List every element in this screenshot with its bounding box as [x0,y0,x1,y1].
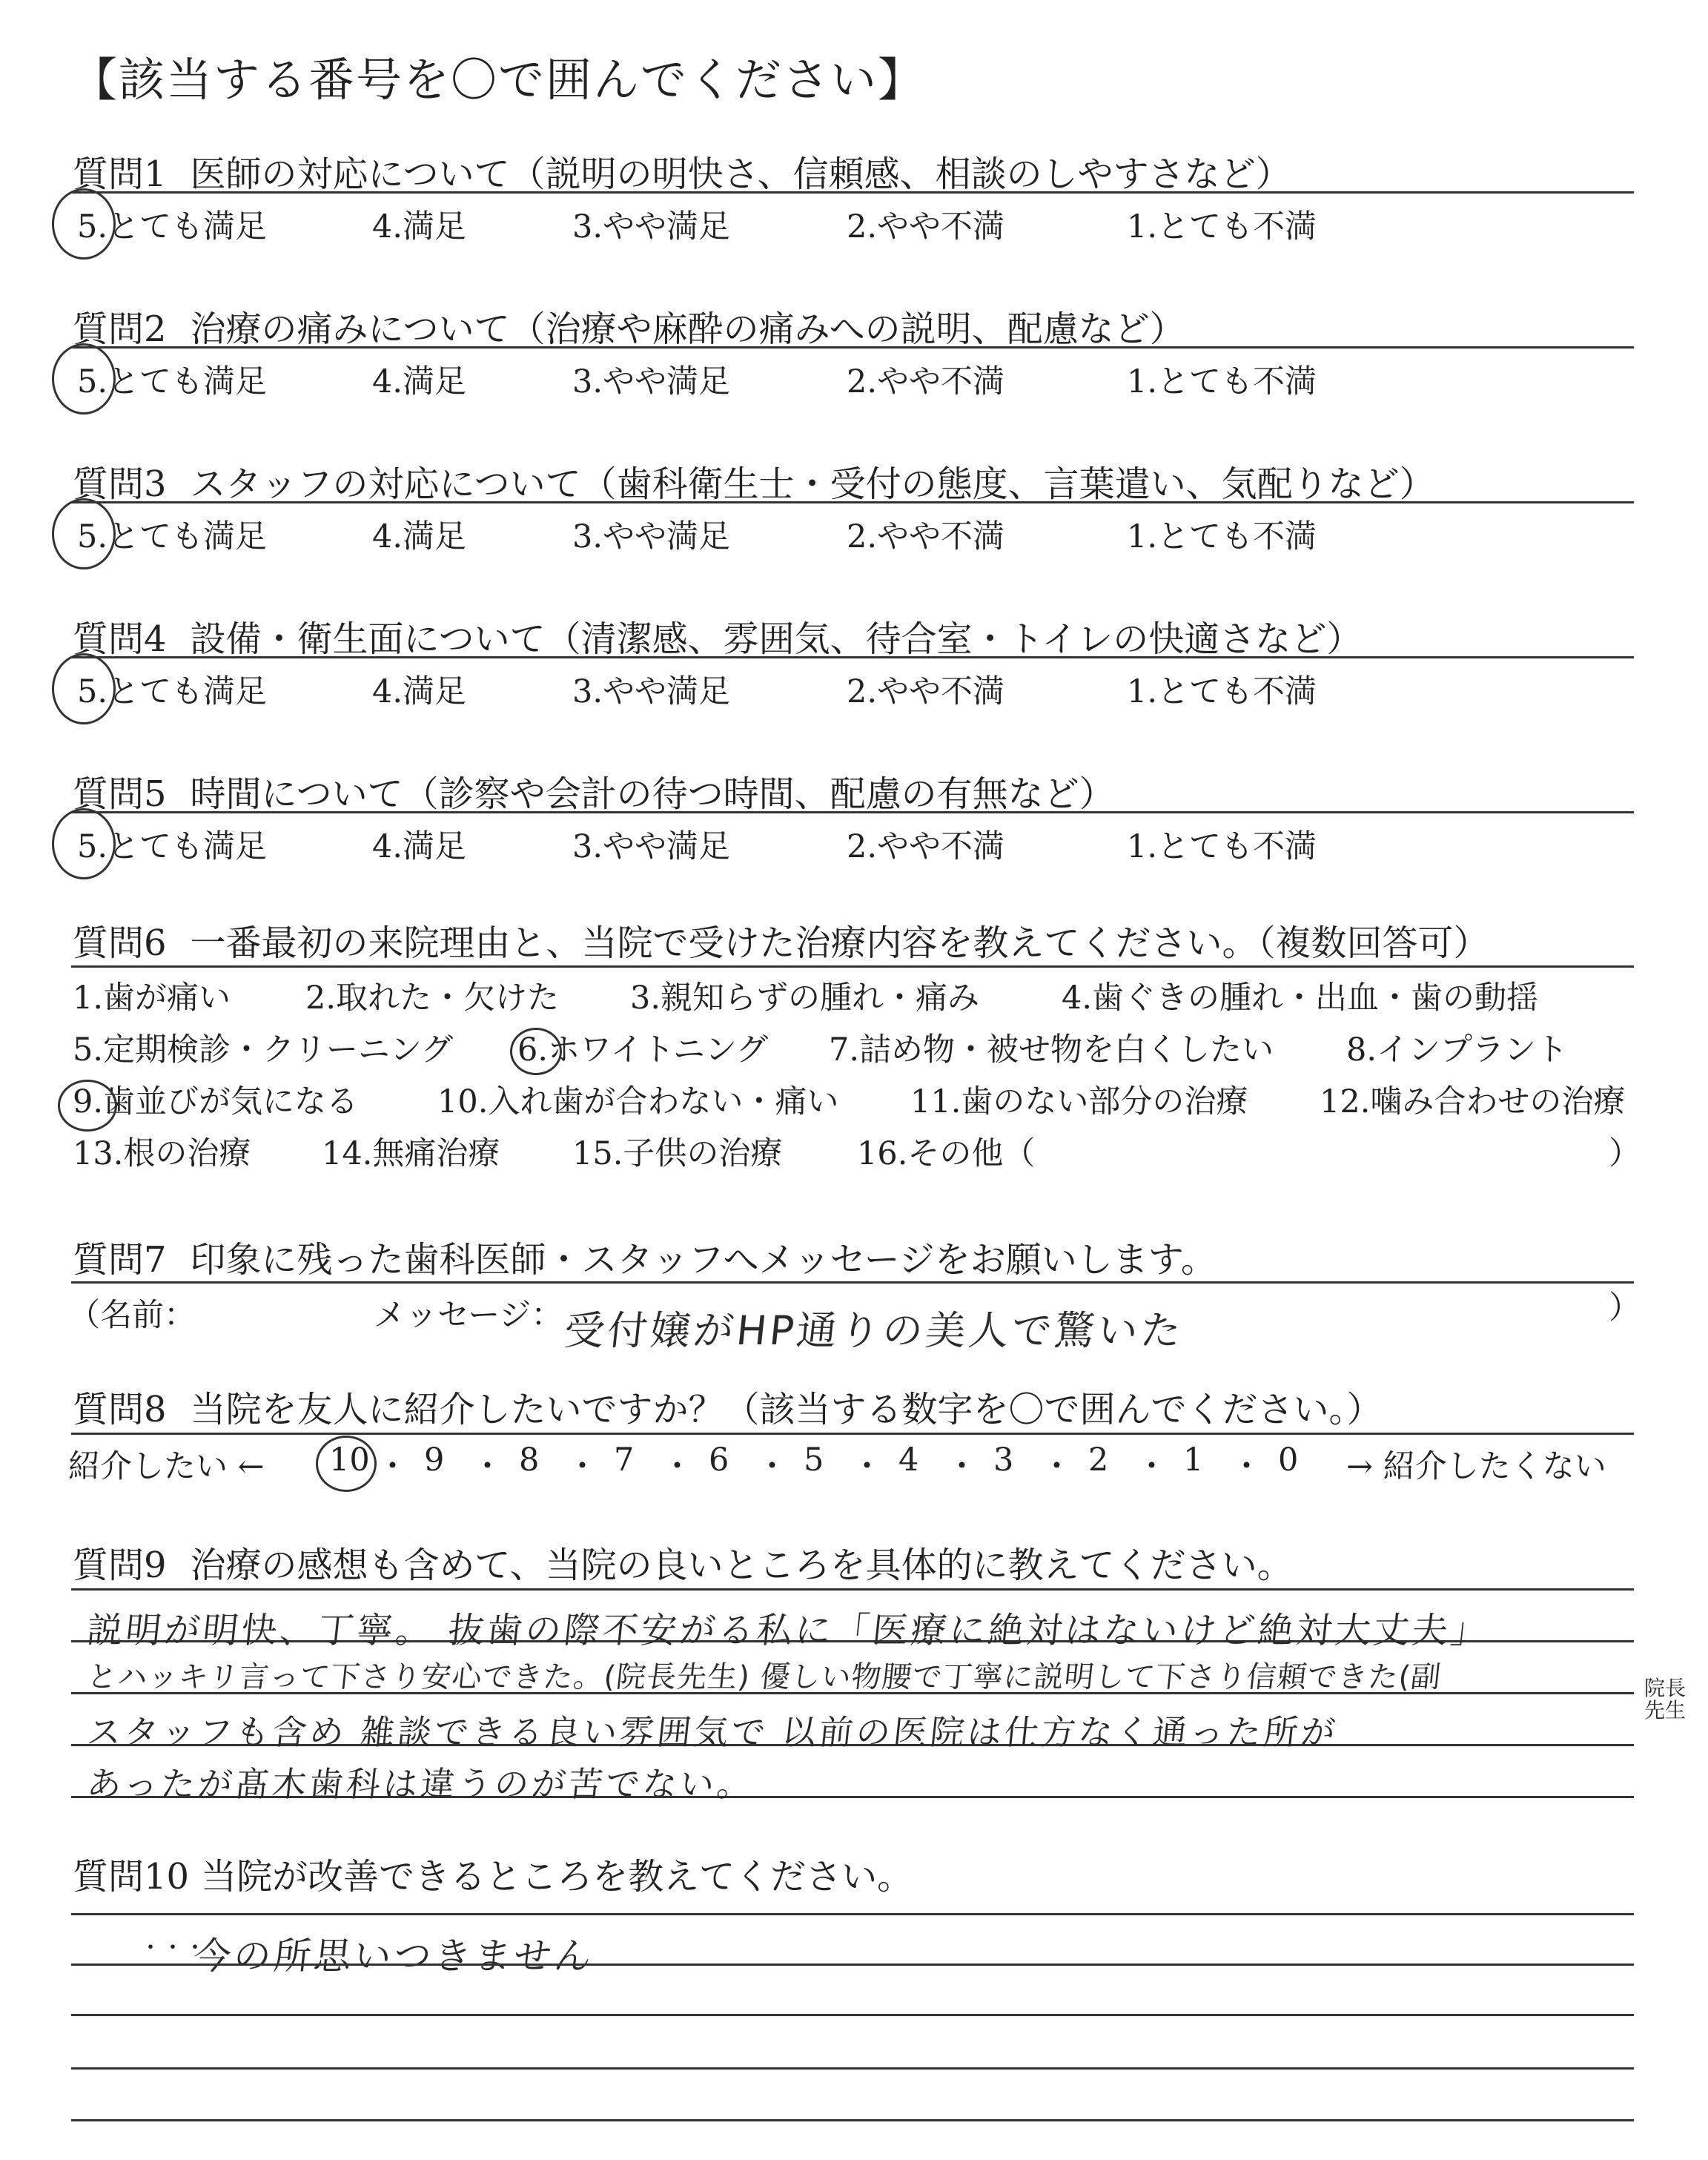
q7-message-label: メッセージ： [374,1297,563,1334]
q9-margin-note: 院長先生 [1644,1676,1687,1723]
q10-dots: ・・・ [139,1935,206,1961]
q8-rule [71,1433,1634,1435]
q6-option[interactable]: 15.子供の治療 [572,1135,783,1172]
q2-option-5[interactable]: 5.とても満足 [77,363,268,400]
q5-heading [73,765,1115,816]
q5-option-5[interactable]: 5.とても満足 [77,828,268,865]
q4-option-1[interactable]: 1.とても不満 [1127,673,1317,710]
q3-heading [73,455,1435,506]
q8-heading [73,1381,1383,1432]
q8-scale-value[interactable]: 5 [804,1441,824,1479]
q2-option-1[interactable]: 1.とても不満 [1127,363,1317,400]
q2-rule [71,346,1634,349]
q1-label: 質問1 [73,153,167,195]
q7-name-label: （名前： [68,1297,196,1334]
q6-option[interactable]: 4.歯ぐきの腫れ・出血・歯の動揺 [1062,980,1539,1017]
q9-handwritten-line: スタッフも含め 雑談できる良い雰囲気で 以前の医院は仕方なく通った所が [85,1712,1340,1752]
q8-scale-separator: ・ [1041,1448,1073,1485]
q5-option-4[interactable]: 4.満足 [372,828,467,865]
q8-scale-value[interactable]: 0 [1278,1441,1299,1479]
q9-handwritten-line: 説明が明快、丁寧。 抜歯の際不安がる私に「医療に絶対はないけど絶対大丈夫」 [85,1610,1492,1651]
q4-text: 設備・衛生面について（清潔感、雰囲気、待合室・トイレの快適さなど） [190,618,1363,660]
q1-text: 医師の対応について（説明の明快さ、信頼感、相談のしやすさなど） [190,153,1291,195]
q9-handwritten-line: とハッキリ言って下さり安心できた。(院長先生) 優しい物腰で丁寧に説明して下さり信頼できた(副 [85,1660,1443,1694]
q7-label: 質問7 [73,1239,167,1281]
q10-text: 当院が改善できるところを教えてください。 [201,1856,913,1898]
q6-option[interactable]: 6.ホワイトニング [517,1031,769,1069]
q5-label: 質問5 [73,773,167,815]
q10-handwritten-answer: 今の所思いつきません [191,1935,597,1978]
q9-heading [73,1536,1293,1588]
q5-rule [71,811,1634,813]
q6-selection-circle-6 [510,1028,562,1075]
q3-option-3[interactable]: 3.やや満足 [572,518,731,555]
q4-option-2[interactable]: 2.やや不満 [847,673,1005,710]
q9-rule [71,1588,1634,1591]
q4-option-4[interactable]: 4.満足 [372,673,467,710]
q5-option-2[interactable]: 2.やや不満 [847,828,1005,865]
q9-handwritten-line: あったが髙木歯科は違うのが苦でない。 [85,1764,757,1804]
q2-heading [73,300,1185,351]
q7-close-paren: ） [1609,1289,1641,1327]
q9-label: 質問9 [73,1545,167,1586]
q10-rule [71,2119,1634,2121]
q2-option-4[interactable]: 4.満足 [372,363,467,400]
q8-label: 質問8 [73,1389,167,1430]
q2-option-3[interactable]: 3.やや満足 [572,363,731,400]
q8-scale-separator: ・ [756,1448,788,1485]
q4-label: 質問4 [73,618,167,660]
survey-title: 【該当する番号を〇で囲んでください】 [71,53,926,107]
q2-label: 質問2 [73,308,167,350]
q7-text: 印象に残った歯科医師・スタッフへメッセージをお願いします。 [190,1239,1217,1281]
q5-option-3[interactable]: 3.やや満足 [572,828,731,865]
q4-option-5[interactable]: 5.とても満足 [77,673,268,710]
q6-rule [71,965,1634,968]
q6-text: 一番最初の来院理由と、当院で受けた治療内容を教えてください。（複数回答可） [190,922,1489,964]
q6-option[interactable]: 2.取れた・欠けた [305,980,560,1017]
q2-text: 治療の痛みについて（治療や麻酔の痛みへの説明、配慮など） [190,308,1185,350]
q10-heading [73,1848,913,1899]
q6-option[interactable]: 9.歯並びが気になる [73,1083,359,1120]
q8-scale-separator: ・ [661,1448,693,1485]
q6-option[interactable]: 10.入れ歯が合わない・痛い [437,1083,839,1120]
q5-text: 時間について（診察や会計の待つ時間、配慮の有無など） [190,773,1115,815]
q3-rule [71,501,1634,503]
q10-rule [71,1964,1634,1966]
q6-option[interactable]: 5.定期検診・クリーニング [73,1031,454,1069]
q8-right-label: → 紹介したくない [1346,1448,1606,1485]
q6-option[interactable]: 8.インプラント [1346,1031,1569,1069]
q8-scale-separator: ・ [377,1448,408,1485]
q7-rule [71,1281,1634,1284]
q1-option-3[interactable]: 3.やや満足 [572,208,731,245]
q8-scale-separator: ・ [946,1448,978,1485]
q1-option-1[interactable]: 1.とても不満 [1127,208,1317,245]
q1-selection-circle [52,188,116,260]
q3-option-4[interactable]: 4.満足 [372,518,467,555]
q1-heading [73,145,1291,196]
q1-rule [71,191,1634,194]
q8-scale-value[interactable]: 3 [993,1441,1014,1479]
q3-selection-circle [52,498,116,569]
q8-scale-separator: ・ [1136,1448,1168,1485]
q8-scale-value[interactable]: 7 [614,1441,635,1479]
q10-rule [71,2014,1634,2016]
q8-scale-value[interactable]: 10 [329,1441,370,1479]
q6-option[interactable]: 1.歯が痛い [73,980,231,1017]
q8-scale-value[interactable]: 1 [1183,1441,1204,1479]
q8-scale-value[interactable]: 9 [424,1441,445,1479]
q8-text: 当院を友人に紹介したいですか？（該当する数字を〇で囲んでください。） [190,1389,1383,1430]
q6-close-paren: ） [1609,1135,1641,1172]
q1-option-4[interactable]: 4.満足 [372,208,467,245]
q3-option-2[interactable]: 2.やや不満 [847,518,1005,555]
q8-left-label: 紹介したい ← [68,1448,265,1485]
q6-option[interactable]: 3.親知らずの腫れ・痛み [630,980,980,1017]
q4-heading [73,610,1362,661]
q3-option-1[interactable]: 1.とても不満 [1127,518,1317,555]
q5-selection-circle [52,808,116,879]
q3-option-5[interactable]: 5.とても満足 [77,518,268,555]
q3-label: 質問3 [73,463,167,505]
q10-rule [71,2067,1634,2070]
q8-scale-separator: ・ [851,1448,883,1485]
q8-scale-separator: ・ [471,1448,503,1485]
q2-option-2[interactable]: 2.やや不満 [847,363,1005,400]
q6-option[interactable]: 14.無痛治療 [322,1135,500,1172]
q7-handwritten-message: 受付嬢がHP通りの美人で驚いた [562,1307,1187,1354]
q8-scale-separator: ・ [1231,1448,1262,1485]
q5-option-1[interactable]: 1.とても不満 [1127,828,1317,865]
q8-scale-value[interactable]: 2 [1088,1441,1109,1479]
q6-option[interactable]: 12.噛み合わせの治療 [1320,1083,1626,1120]
q4-option-3[interactable]: 3.やや満足 [572,673,731,710]
q10-label: 質問10 [73,1856,190,1898]
q7-heading [73,1231,1217,1282]
q8-scale-value[interactable]: 8 [519,1441,540,1479]
q10-rule [71,1913,1634,1915]
q8-scale-separator: ・ [566,1448,598,1485]
q6-option[interactable]: 13.根の治療 [73,1135,251,1172]
q6-selection-circle-9 [58,1080,117,1132]
q1-option-2[interactable]: 2.やや不満 [847,208,1005,245]
q6-option[interactable]: 16.その他（ [857,1135,1036,1172]
q9-text: 治療の感想も含めて、当院の良いところを具体的に教えてください。 [190,1545,1293,1586]
q8-scale-value[interactable]: 6 [709,1441,729,1479]
q6-label: 質問6 [73,922,167,964]
q2-selection-circle [52,343,116,415]
q6-option[interactable]: 11.歯のない部分の治療 [910,1083,1248,1120]
q4-selection-circle [52,653,116,724]
q6-heading [73,914,1489,965]
q6-option[interactable]: 7.詰め物・被せ物を白くしたい [829,1031,1274,1069]
q8-selection-circle [316,1436,377,1492]
q1-option-5[interactable]: 5.とても満足 [77,208,268,245]
q8-scale-value[interactable]: 4 [898,1441,919,1479]
q3-text: スタッフの対応について（歯科衛生士・受付の態度、言葉遣い、気配りなど） [190,463,1435,505]
q4-rule [71,656,1634,658]
